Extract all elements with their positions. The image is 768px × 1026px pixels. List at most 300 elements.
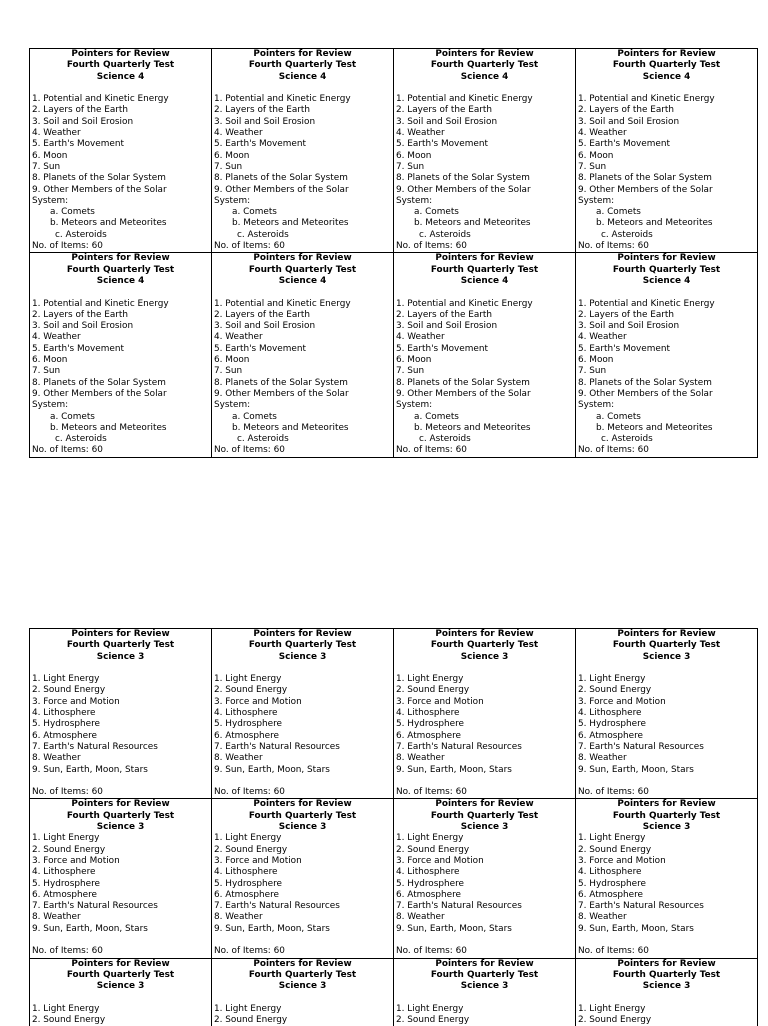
topic-item: 1. Potential and Kinetic Energy xyxy=(214,94,351,105)
topic-item: 4. Lithosphere xyxy=(32,708,96,719)
blank-line xyxy=(396,83,573,94)
review-card xyxy=(578,253,755,456)
topic-item: 7. Earth's Natural Resources xyxy=(578,901,704,912)
item-count: No. of Items: 60 xyxy=(578,787,649,798)
review-card xyxy=(32,629,209,798)
sci4-cell-4 xyxy=(576,49,758,253)
topic-item: 8. Weather xyxy=(214,912,263,923)
topic-item: 3. Force and Motion xyxy=(214,855,302,866)
topic-item: 6. Atmosphere xyxy=(578,730,644,741)
review-card xyxy=(32,253,209,456)
blank-line xyxy=(32,287,209,298)
topic-item: 5. Hydrosphere xyxy=(396,878,464,889)
card-subtitle: Fourth Quarterly Test xyxy=(430,969,539,980)
topic-item: 5. Earth's Movement xyxy=(578,139,670,150)
item-count: No. of Items: 60 xyxy=(32,445,103,456)
topic-item: 2. Layers of the Earth xyxy=(214,309,311,320)
topic-subitem: a. Comets xyxy=(596,411,641,422)
topic-item: 5. Earth's Movement xyxy=(578,343,670,354)
science4-row-1 xyxy=(30,49,758,253)
topic-item: 3. Soil and Soil Erosion xyxy=(214,321,316,332)
card-subtitle: Fourth Quarterly Test xyxy=(430,640,539,651)
review-card xyxy=(578,49,755,252)
item-count: No. of Items: 60 xyxy=(396,241,467,252)
card-subtitle: Fourth Quarterly Test xyxy=(430,60,539,71)
topic-item: 3. Soil and Soil Erosion xyxy=(214,116,316,127)
topic-item: 6. Moon xyxy=(578,355,614,366)
topic-item: 3. Force and Motion xyxy=(32,855,120,866)
topic-item: 6. Atmosphere xyxy=(32,730,98,741)
card-subject: Science 3 xyxy=(642,981,691,992)
topic-subitem: a. Comets xyxy=(596,207,641,218)
topic-item: 4. Weather xyxy=(396,332,445,343)
topic-item: 2. Sound Energy xyxy=(396,844,470,855)
item-count: No. of Items: 60 xyxy=(214,445,285,456)
card-title: Pointers for Review xyxy=(617,958,716,969)
blank-line xyxy=(396,287,573,298)
card-subject: Science 3 xyxy=(96,822,145,833)
topic-item: 6. Moon xyxy=(396,355,432,366)
card-title: Pointers for Review xyxy=(435,958,534,969)
card-title: Pointers for Review xyxy=(617,253,716,264)
topic-item: 4. Weather xyxy=(32,128,81,139)
review-card xyxy=(396,253,573,456)
topic-item: 8. Planets of the Solar System xyxy=(214,377,348,388)
card-title: Pointers for Review xyxy=(617,799,716,810)
review-card xyxy=(214,799,391,957)
topic-item: 9. Sun, Earth, Moon, Stars xyxy=(578,764,694,775)
topic-item: 2. Layers of the Earth xyxy=(214,105,311,116)
card-title: Pointers for Review xyxy=(71,958,170,969)
topic-subitem: b. Meteors and Meteorites xyxy=(596,422,713,433)
card-subject: Science 3 xyxy=(96,651,145,662)
review-card xyxy=(214,49,391,252)
science4-grid xyxy=(29,48,758,458)
item-count: No. of Items: 60 xyxy=(396,787,467,798)
topic-item: 4. Lithosphere xyxy=(578,708,642,719)
topic-item: 6. Moon xyxy=(396,150,432,161)
card-subtitle: Fourth Quarterly Test xyxy=(248,60,357,71)
card-title: Pointers for Review xyxy=(253,799,352,810)
item-count: No. of Items: 60 xyxy=(578,946,649,957)
topic-item: 5. Earth's Movement xyxy=(214,139,306,150)
card-title: Pointers for Review xyxy=(435,629,534,639)
topic-item: 7. Sun xyxy=(32,161,61,172)
topic-item: 1. Light Energy xyxy=(214,833,282,844)
topic-item: 5. Hydrosphere xyxy=(578,878,646,889)
review-card xyxy=(396,959,573,1026)
card-subject: Science 4 xyxy=(278,275,327,286)
topic-item: 1. Light Energy xyxy=(32,674,100,685)
topic-item: 7. Sun xyxy=(578,161,607,172)
topic-item: 3. Soil and Soil Erosion xyxy=(578,321,680,332)
topic-item: 6. Moon xyxy=(32,150,68,161)
card-subtitle: Fourth Quarterly Test xyxy=(612,969,721,980)
topic-item: 6. Atmosphere xyxy=(396,889,462,900)
topic-item: 8. Weather xyxy=(578,912,627,923)
topic-subitem: b. Meteors and Meteorites xyxy=(232,422,349,433)
topic-item: 6. Moon xyxy=(214,355,250,366)
topic-item: 6. Atmosphere xyxy=(578,889,644,900)
card-subject: Science 3 xyxy=(642,822,691,833)
topic-item: 9. Sun, Earth, Moon, Stars xyxy=(32,764,148,775)
topic-item: 1. Light Energy xyxy=(32,1003,100,1014)
topic-item: 4. Weather xyxy=(214,332,263,343)
card-subtitle: Fourth Quarterly Test xyxy=(66,810,175,821)
topic-item: 1. Light Energy xyxy=(214,674,282,685)
sci4-cell-3 xyxy=(394,49,576,253)
review-card xyxy=(32,959,209,1026)
topic-item: 9. Sun, Earth, Moon, Stars xyxy=(578,923,694,934)
topic-item: 2. Sound Energy xyxy=(32,844,106,855)
topic-subitem: c. Asteroids xyxy=(55,229,107,240)
card-subtitle: Fourth Quarterly Test xyxy=(430,264,539,275)
card-subtitle: Fourth Quarterly Test xyxy=(248,969,357,980)
topic-subitem: a. Comets xyxy=(50,411,95,422)
topic-item: 3. Soil and Soil Erosion xyxy=(32,116,134,127)
topic-item: 7. Sun xyxy=(396,161,425,172)
topic-item: 3. Force and Motion xyxy=(578,696,666,707)
topic-item: 1. Light Energy xyxy=(578,674,646,685)
sci3-cell-10 xyxy=(212,958,394,1026)
topic-item: 2. Sound Energy xyxy=(396,1015,470,1026)
topic-item: 4. Weather xyxy=(32,332,81,343)
card-title: Pointers for Review xyxy=(71,629,170,639)
card-subject: Science 4 xyxy=(278,71,327,82)
card-subtitle: Fourth Quarterly Test xyxy=(248,264,357,275)
card-subject: Science 3 xyxy=(278,822,327,833)
card-title: Pointers for Review xyxy=(435,799,534,810)
review-card xyxy=(578,959,755,1026)
science3-grid xyxy=(29,628,758,1026)
card-subtitle: Fourth Quarterly Test xyxy=(430,810,539,821)
topic-item: 1. Potential and Kinetic Energy xyxy=(396,298,533,309)
item-count: No. of Items: 60 xyxy=(32,787,103,798)
topic-item: 5. Earth's Movement xyxy=(32,343,124,354)
topic-item: 7. Earth's Natural Resources xyxy=(214,901,340,912)
sci3-cell-1 xyxy=(30,629,212,799)
blank-line xyxy=(32,663,209,674)
topic-subitem: b. Meteors and Meteorites xyxy=(50,422,167,433)
sci4-cell-1 xyxy=(30,49,212,253)
topic-item: 1. Light Energy xyxy=(396,1003,464,1014)
topic-item: 3. Force and Motion xyxy=(32,696,120,707)
topic-item: 8. Weather xyxy=(578,753,627,764)
topic-item: 4. Lithosphere xyxy=(32,867,96,878)
topic-item: 9. Sun, Earth, Moon, Stars xyxy=(214,923,330,934)
topic-item: 1. Light Energy xyxy=(578,833,646,844)
topic-item: 4. Lithosphere xyxy=(396,867,460,878)
topic-item: 5. Earth's Movement xyxy=(396,139,488,150)
card-title: Pointers for Review xyxy=(253,253,352,264)
topic-item: 2. Layers of the Earth xyxy=(32,105,129,116)
topic-item: 6. Atmosphere xyxy=(214,730,280,741)
blank-line xyxy=(396,663,573,674)
card-subtitle: Fourth Quarterly Test xyxy=(248,810,357,821)
sci3-cell-2 xyxy=(212,629,394,799)
topic-item: 9. Sun, Earth, Moon, Stars xyxy=(396,764,512,775)
card-title: Pointers for Review xyxy=(435,253,534,264)
card-subtitle: Fourth Quarterly Test xyxy=(66,969,175,980)
topic-item: 8. Weather xyxy=(214,753,263,764)
blank-line xyxy=(578,83,755,94)
card-subtitle: Fourth Quarterly Test xyxy=(612,264,721,275)
blank-line xyxy=(396,993,573,1004)
topic-item: 9. Sun, Earth, Moon, Stars xyxy=(214,764,330,775)
topic-item: 3. Soil and Soil Erosion xyxy=(396,116,498,127)
item-count: No. of Items: 60 xyxy=(578,445,649,456)
topic-item: 5. Hydrosphere xyxy=(32,719,100,730)
blank-line xyxy=(578,993,755,1004)
blank-line xyxy=(214,287,391,298)
card-subject: Science 3 xyxy=(96,981,145,992)
review-card xyxy=(578,799,755,957)
blank-line xyxy=(32,83,209,94)
topic-item: 7. Earth's Natural Resources xyxy=(396,741,522,752)
review-card xyxy=(214,629,391,798)
topic-item: 5. Earth's Movement xyxy=(396,343,488,354)
review-card xyxy=(32,49,209,252)
card-subject: Science 3 xyxy=(460,822,509,833)
review-card xyxy=(578,629,755,798)
topic-item: 9. Other Members of the Solar xyxy=(214,184,349,195)
sci3-cell-6 xyxy=(212,799,394,958)
item-count: No. of Items: 60 xyxy=(578,241,649,252)
topic-subitem: c. Asteroids xyxy=(237,434,289,445)
sci4-cell-7 xyxy=(394,253,576,457)
card-title: Pointers for Review xyxy=(71,799,170,810)
review-card xyxy=(32,799,209,957)
blank-line xyxy=(214,776,391,787)
topic-item: 2. Sound Energy xyxy=(32,1015,106,1026)
card-subject: Science 4 xyxy=(96,71,145,82)
topic-subitem: b. Meteors and Meteorites xyxy=(596,218,713,229)
topic-item: 1. Light Energy xyxy=(32,833,100,844)
sci4-cell-8 xyxy=(576,253,758,457)
science3-row-1 xyxy=(30,629,758,799)
topic-item: 9. Other Members of the Solar xyxy=(578,184,713,195)
topic-item: System: xyxy=(578,400,615,411)
topic-item: 2. Sound Energy xyxy=(214,1015,288,1026)
blank-line xyxy=(578,776,755,787)
topic-item: 9. Other Members of the Solar xyxy=(32,184,167,195)
topic-item: 2. Sound Energy xyxy=(32,685,106,696)
topic-item: 7. Sun xyxy=(214,161,243,172)
topic-item: 8. Planets of the Solar System xyxy=(396,173,530,184)
topic-item: 2. Sound Energy xyxy=(578,685,652,696)
topic-item: 8. Planets of the Solar System xyxy=(578,173,712,184)
topic-item: 2. Layers of the Earth xyxy=(32,309,129,320)
topic-item: 1. Potential and Kinetic Energy xyxy=(578,298,715,309)
blank-line xyxy=(32,993,209,1004)
card-subject: Science 3 xyxy=(460,651,509,662)
topic-item: 6. Moon xyxy=(214,150,250,161)
topic-item: 6. Atmosphere xyxy=(32,889,98,900)
topic-item: System: xyxy=(578,195,615,206)
topic-item: 7. Sun xyxy=(578,366,607,377)
topic-subitem: c. Asteroids xyxy=(237,229,289,240)
card-subject: Science 4 xyxy=(642,275,691,286)
topic-item: 9. Other Members of the Solar xyxy=(396,388,531,399)
topic-item: 4. Lithosphere xyxy=(396,708,460,719)
topic-item: 1. Potential and Kinetic Energy xyxy=(32,94,169,105)
topic-item: 9. Sun, Earth, Moon, Stars xyxy=(32,923,148,934)
topic-item: 1. Light Energy xyxy=(214,1003,282,1014)
review-card xyxy=(214,253,391,456)
topic-subitem: c. Asteroids xyxy=(419,434,471,445)
sci3-cell-9 xyxy=(30,958,212,1026)
topic-item: System: xyxy=(396,195,433,206)
topic-item: 8. Planets of the Solar System xyxy=(214,173,348,184)
card-subtitle: Fourth Quarterly Test xyxy=(66,60,175,71)
topic-item: 1. Light Energy xyxy=(396,674,464,685)
topic-item: 7. Sun xyxy=(214,366,243,377)
topic-subitem: a. Comets xyxy=(232,411,277,422)
topic-item: System: xyxy=(32,400,69,411)
card-subtitle: Fourth Quarterly Test xyxy=(612,60,721,71)
science3-row-3 xyxy=(30,958,758,1026)
blank-line xyxy=(32,935,209,946)
topic-item: 8. Weather xyxy=(396,753,445,764)
topic-item: 2. Sound Energy xyxy=(578,1015,652,1026)
card-subject: Science 4 xyxy=(460,71,509,82)
topic-item: 3. Soil and Soil Erosion xyxy=(32,321,134,332)
topic-item: 8. Planets of the Solar System xyxy=(396,377,530,388)
review-card xyxy=(214,959,391,1026)
topic-item: 4. Weather xyxy=(578,332,627,343)
card-subject: Science 4 xyxy=(642,71,691,82)
topic-item: System: xyxy=(214,195,251,206)
sci4-cell-2 xyxy=(212,49,394,253)
topic-item: 4. Weather xyxy=(396,128,445,139)
topic-item: 3. Force and Motion xyxy=(578,855,666,866)
blank-line xyxy=(32,776,209,787)
item-count: No. of Items: 60 xyxy=(32,241,103,252)
topic-item: 6. Moon xyxy=(32,355,68,366)
topic-item: 8. Weather xyxy=(32,912,81,923)
card-title: Pointers for Review xyxy=(71,253,170,264)
topic-subitem: a. Comets xyxy=(414,207,459,218)
topic-item: 8. Weather xyxy=(32,753,81,764)
item-count: No. of Items: 60 xyxy=(214,787,285,798)
topic-item: 5. Hydrosphere xyxy=(396,719,464,730)
sci3-cell-7 xyxy=(394,799,576,958)
topic-item: 2. Sound Energy xyxy=(214,844,288,855)
sci4-cell-6 xyxy=(212,253,394,457)
blank-line xyxy=(214,935,391,946)
blank-line xyxy=(578,287,755,298)
topic-item: 7. Sun xyxy=(32,366,61,377)
review-card xyxy=(396,799,573,957)
topic-item: 3. Force and Motion xyxy=(396,696,484,707)
blank-line xyxy=(578,663,755,674)
topic-item: 8. Weather xyxy=(396,912,445,923)
item-count: No. of Items: 60 xyxy=(214,946,285,957)
topic-item: 4. Lithosphere xyxy=(214,867,278,878)
topic-item: 2. Sound Energy xyxy=(396,685,470,696)
sci3-cell-12 xyxy=(576,958,758,1026)
blank-line xyxy=(214,993,391,1004)
science3-row-2 xyxy=(30,799,758,958)
topic-item: 6. Moon xyxy=(578,150,614,161)
topic-item: 9. Other Members of the Solar xyxy=(32,388,167,399)
blank-line xyxy=(578,935,755,946)
card-title: Pointers for Review xyxy=(435,49,534,59)
topic-item: 6. Atmosphere xyxy=(214,889,280,900)
topic-item: 2. Sound Energy xyxy=(578,844,652,855)
card-subject: Science 4 xyxy=(96,275,145,286)
topic-item: 5. Hydrosphere xyxy=(214,719,282,730)
topic-item: 3. Soil and Soil Erosion xyxy=(396,321,498,332)
topic-item: 5. Hydrosphere xyxy=(578,719,646,730)
topic-subitem: b. Meteors and Meteorites xyxy=(414,422,531,433)
science4-row-2 xyxy=(30,253,758,457)
topic-item: 5. Earth's Movement xyxy=(214,343,306,354)
topic-item: 8. Planets of the Solar System xyxy=(32,173,166,184)
blank-line xyxy=(214,663,391,674)
blank-line xyxy=(214,83,391,94)
card-subject: Science 4 xyxy=(460,275,509,286)
sci3-cell-8 xyxy=(576,799,758,958)
item-count: No. of Items: 60 xyxy=(32,946,103,957)
blank-line xyxy=(396,935,573,946)
sci3-cell-3 xyxy=(394,629,576,799)
card-title: Pointers for Review xyxy=(253,958,352,969)
topic-subitem: a. Comets xyxy=(232,207,277,218)
topic-item: 5. Earth's Movement xyxy=(32,139,124,150)
topic-item: 1. Potential and Kinetic Energy xyxy=(32,298,169,309)
topic-subitem: a. Comets xyxy=(50,207,95,218)
topic-item: 7. Earth's Natural Resources xyxy=(32,901,158,912)
topic-item: 7. Earth's Natural Resources xyxy=(32,741,158,752)
card-subtitle: Fourth Quarterly Test xyxy=(612,810,721,821)
topic-item: 1. Potential and Kinetic Energy xyxy=(396,94,533,105)
topic-item: 4. Weather xyxy=(214,128,263,139)
card-title: Pointers for Review xyxy=(253,629,352,639)
topic-item: 4. Weather xyxy=(578,128,627,139)
card-subject: Science 3 xyxy=(278,981,327,992)
topic-item: 6. Atmosphere xyxy=(396,730,462,741)
topic-item: 7. Earth's Natural Resources xyxy=(396,901,522,912)
topic-item: 2. Layers of the Earth xyxy=(578,105,675,116)
topic-subitem: b. Meteors and Meteorites xyxy=(50,218,167,229)
topic-item: 8. Planets of the Solar System xyxy=(578,377,712,388)
topic-item: 9. Sun, Earth, Moon, Stars xyxy=(396,923,512,934)
topic-subitem: c. Asteroids xyxy=(601,434,653,445)
topic-item: 2. Layers of the Earth xyxy=(396,105,493,116)
topic-subitem: c. Asteroids xyxy=(601,229,653,240)
blank-line xyxy=(396,776,573,787)
topic-subitem: b. Meteors and Meteorites xyxy=(232,218,349,229)
topic-item: 9. Other Members of the Solar xyxy=(214,388,349,399)
topic-item: 7. Earth's Natural Resources xyxy=(214,741,340,752)
sci3-cell-4 xyxy=(576,629,758,799)
card-subtitle: Fourth Quarterly Test xyxy=(248,640,357,651)
topic-item: 9. Other Members of the Solar xyxy=(396,184,531,195)
topic-item: 1. Potential and Kinetic Energy xyxy=(214,298,351,309)
topic-subitem: c. Asteroids xyxy=(55,434,107,445)
card-title: Pointers for Review xyxy=(617,49,716,59)
topic-item: 4. Lithosphere xyxy=(578,867,642,878)
topic-item: 9. Other Members of the Solar xyxy=(578,388,713,399)
topic-subitem: b. Meteors and Meteorites xyxy=(414,218,531,229)
sci3-cell-11 xyxy=(394,958,576,1026)
topic-item: 5. Hydrosphere xyxy=(214,878,282,889)
review-card xyxy=(396,49,573,252)
topic-item: 8. Planets of the Solar System xyxy=(32,377,166,388)
sci3-cell-5 xyxy=(30,799,212,958)
topic-item: 1. Light Energy xyxy=(396,833,464,844)
